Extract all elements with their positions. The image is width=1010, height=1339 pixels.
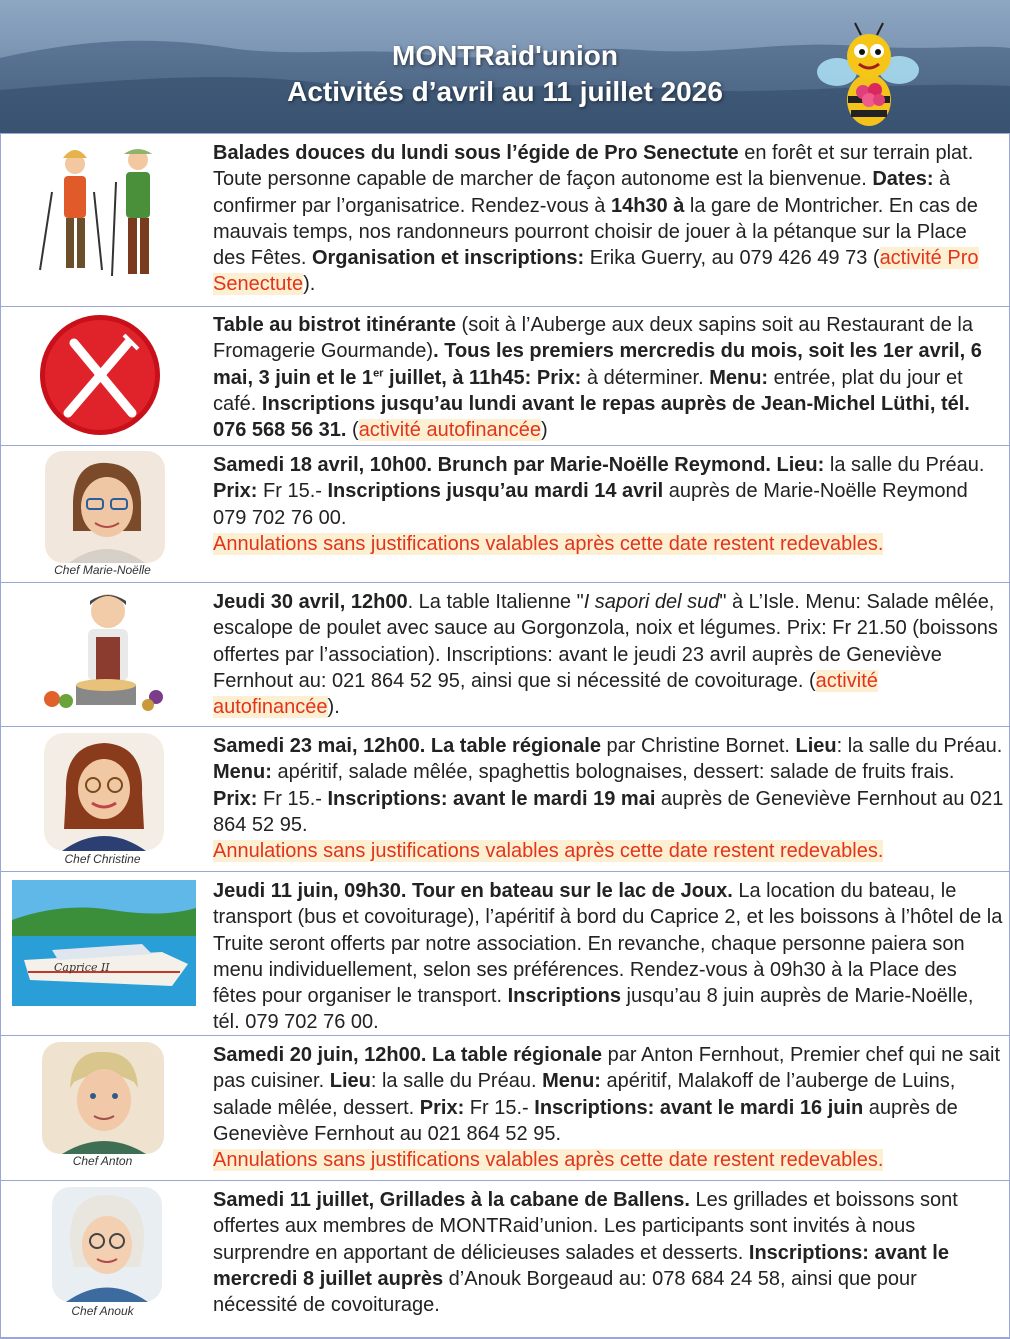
bistrot-text	[213, 312, 1004, 443]
activity-row-bateau	[0, 871, 1010, 1035]
hikers-illustration	[0, 134, 205, 306]
christine-menu: apéritif, salade mêlée, spaghettis bolognaises, dessert: salade de fruits frais.	[271, 761, 955, 784]
christine-menu-label: Menu:	[213, 761, 272, 784]
anton-heading: Samedi 20 juin, 12h00. La table régionale	[213, 1044, 603, 1066]
brunch-price: Fr 15.-	[257, 480, 328, 503]
brunch-price-label: Prix:	[213, 480, 258, 503]
grillades-contact: d’Anouk Borgeaud au: 078 684 24 58, ainsi que pour nécessité de covoiturage.	[213, 1267, 917, 1317]
grillades-text	[213, 1187, 1004, 1318]
chef-avatar-icon	[45, 451, 165, 563]
bee-mascot-icon	[815, 20, 920, 130]
bistrot-places: (soit à l’Auberge aux deux sapins soit au Restaurant de la Fromagerie Gourmande)	[213, 314, 973, 363]
brunch-heading: Samedi 18 avril, 10h00. Brunch par Marie-Noëlle Reymond. Lieu:	[213, 454, 825, 476]
bistrot-menu-label: Menu:	[709, 366, 769, 389]
activity-row-bistrot	[0, 306, 1010, 445]
anton-inscriptions: Inscriptions: avant le mardi 16 juin	[534, 1096, 864, 1119]
grillades-heading: Samedi 11 juillet, Grillades à la cabane de Ballens.	[213, 1189, 690, 1211]
italienne-tag: activité autofinancée	[213, 669, 878, 719]
activity-row-italienne	[0, 582, 1010, 726]
anton-menu: apéritif, Malakoff de l’auberge de Luins, salade mêlée, dessert.	[213, 1070, 956, 1119]
chef-avatar-icon	[44, 733, 164, 851]
boat-name: Caprice II	[54, 961, 110, 974]
anton-by: par Anton Fernhout, Premier chef qui ne sait pas cuisiner.	[213, 1044, 1001, 1093]
italienne-text	[213, 589, 1004, 720]
caption-anton: Chef Anton	[72, 1154, 133, 1168]
bistrot-price: à déterminer.	[581, 366, 710, 389]
christine-text	[213, 733, 1004, 864]
anton-cancel-warning: Annulations sans justifications valables après cette date restent redevables.	[213, 1149, 884, 1172]
grillades-inscriptions: Inscriptions: avant le mercredi 8 juillet auprès	[213, 1241, 949, 1290]
boat-illustration	[0, 872, 205, 1035]
italienne-intro: . La table Italienne "	[407, 591, 584, 613]
bistrot-inscriptions: Inscriptions jusqu’au lundi avant le repas auprès de Jean-Michel Lüthi, tél. 076 568 56 31.	[213, 392, 970, 442]
balades-tag: activité Pro Senectute	[213, 247, 979, 296]
christine-contact: auprès de Geneviève Fernhout au 021 864 52 95.	[213, 787, 1004, 836]
hikers-icon	[30, 142, 180, 287]
anton-menu-label: Menu:	[542, 1070, 601, 1093]
balades-heading: Balades douces du lundi sous l’égide de Pro Senectute	[213, 142, 739, 164]
chef-avatar-icon	[52, 1187, 162, 1302]
bateau-text	[213, 878, 1004, 1036]
christine-by: par Christine Bornet.	[600, 735, 796, 757]
christine-place: : la salle du Préau.	[836, 735, 1003, 757]
anton-price-label: Prix:	[419, 1096, 465, 1119]
bateau-contact: jusqu’au 8 juin auprès de Marie-Noëlle, tél. 079 702 76 00.	[213, 985, 974, 1034]
anton-place-label: Lieu	[329, 1070, 371, 1093]
balades-contact: Erika Guerry, au 079 426 49 73 (	[584, 247, 880, 270]
header-banner	[0, 0, 1010, 133]
balades-org-label: Organisation et inscriptions:	[311, 247, 585, 270]
christine-price-label: Prix:	[213, 787, 258, 810]
anton-price: Fr 15.-	[464, 1096, 535, 1119]
bistrot-heading: Table au bistrot itinérante	[213, 314, 456, 336]
bistrot-time: juillet, à 11h45: Prix:	[383, 366, 582, 389]
boat-icon	[12, 880, 196, 1006]
cook-illustration	[0, 583, 205, 726]
italienne-restaurant: I sapori del sud	[583, 591, 720, 613]
activity-row-anton	[0, 1035, 1010, 1180]
balades-place: la gare de Montricher. En cas de mauvais temps, nos randonneurs pourront choisir de jouer à la pétanque sur la Place des Fêtes.	[213, 194, 978, 270]
christine-heading: Samedi 23 mai, 12h00. La table régionale	[213, 735, 601, 757]
caption-marie-noelle: Chef Marie-Noëlle	[54, 563, 151, 577]
balades-desc: en forêt et sur terrain plat. Toute personne capable de marcher de façon autonome est la bienvenue.	[213, 142, 974, 191]
bistrot-paren: (	[346, 419, 359, 442]
brunch-contact: auprès de Marie-Noëlle Reymond 079 702 76 00.	[213, 480, 968, 529]
balades-dates-label: Dates:	[872, 168, 934, 191]
christine-portrait	[0, 727, 205, 871]
activity-row-christine	[0, 726, 1010, 871]
bistrot-menu: entrée, plat du jour et café.	[213, 366, 963, 415]
bistrot-sup: er	[373, 366, 384, 379]
balades-time: 14h30 à	[610, 194, 685, 217]
christine-place-label: Lieu	[795, 735, 837, 757]
balades-end: ).	[303, 273, 316, 296]
bateau-desc: La location du bateau, le transport (bus et covoiturage), l’apéritif à bord du Caprice 2, et les boissons à l’hôtel de la Truite seront offerts par notre association. En revanche, chaque personne paiera son menu individuellement, selon ses préférences. Rendez-vous à 09h30 à la Place des fêtes pour organiser le transport.	[213, 880, 1003, 1008]
cook-icon	[38, 589, 173, 719]
activity-row-brunch	[0, 445, 1010, 582]
christine-inscriptions: Inscriptions: avant le mardi 19 mai	[327, 787, 656, 810]
christine-price: Fr 15.-	[257, 787, 328, 810]
italienne-desc: " à L’Isle. Menu: Salade mêlée, escalope de poulet avec sauce au Gorgonzola, noix et légumes. Prix: Fr 21.50 (boissons offertes par l’association). Inscriptions: avant le jeudi 23 avril auprès de Geneviève Fernhout au: 021 864 52 95, ainsi que si nécessité de covoiturage. (	[213, 591, 998, 692]
header-subtitle: Activités d’avril au 11 juillet 2026	[287, 76, 723, 107]
italienne-heading: Jeudi 30 avril, 12h00	[213, 591, 408, 613]
cutlery-illustration	[0, 307, 205, 445]
fork-knife-icon	[38, 313, 163, 438]
brunch-text	[213, 452, 1004, 557]
activity-row-balades	[0, 133, 1010, 306]
caption-anouk: Chef Anouk	[71, 1304, 134, 1318]
grillades-desc: Les grillades et boissons sont offertes aux membres de MONTRaid’union. Les participants sont invités à nous surprendre en apportant de délicieuses salades et desserts.	[213, 1189, 958, 1264]
christine-cancel-warning: Annulations sans justifications valables après cette date restent redevables.	[213, 840, 884, 863]
balades-text	[213, 140, 1004, 298]
brunch-inscriptions: Inscriptions jusqu’au mardi 14 avril	[327, 480, 664, 503]
anton-contact: auprès de Geneviève Fernhout au 021 864 52 95.	[213, 1096, 958, 1145]
bateau-heading: Jeudi 11 juin, 09h30. Tour en bateau sur le lac de Joux.	[213, 880, 733, 902]
bistrot-dates: . Tous les premiers mercredis du mois, soit les 1er avril, 6 mai, 3 juin et le 1	[213, 340, 982, 389]
caption-christine: Chef Christine	[64, 852, 141, 866]
bistrot-end: )	[541, 419, 548, 442]
bistrot-tag: activité autofinancée	[358, 419, 542, 442]
activity-row-grillades	[0, 1180, 1010, 1337]
anton-place: : la salle du Préau.	[370, 1070, 543, 1093]
anton-text	[213, 1042, 1004, 1173]
brunch-place: la salle du Préau.	[824, 454, 985, 476]
bateau-inscriptions-label: Inscriptions	[507, 985, 621, 1008]
marie-noelle-portrait	[0, 446, 205, 582]
chef-avatar-icon	[42, 1042, 164, 1154]
header-title: MONTRaid'union	[392, 40, 618, 71]
italienne-end: ).	[327, 696, 340, 719]
balades-dates: à confirmer par l’organisatrice. Rendez-vous à	[213, 168, 951, 217]
brunch-cancel-warning: Annulations sans justifications valables après cette date restent redevables.	[213, 532, 884, 555]
